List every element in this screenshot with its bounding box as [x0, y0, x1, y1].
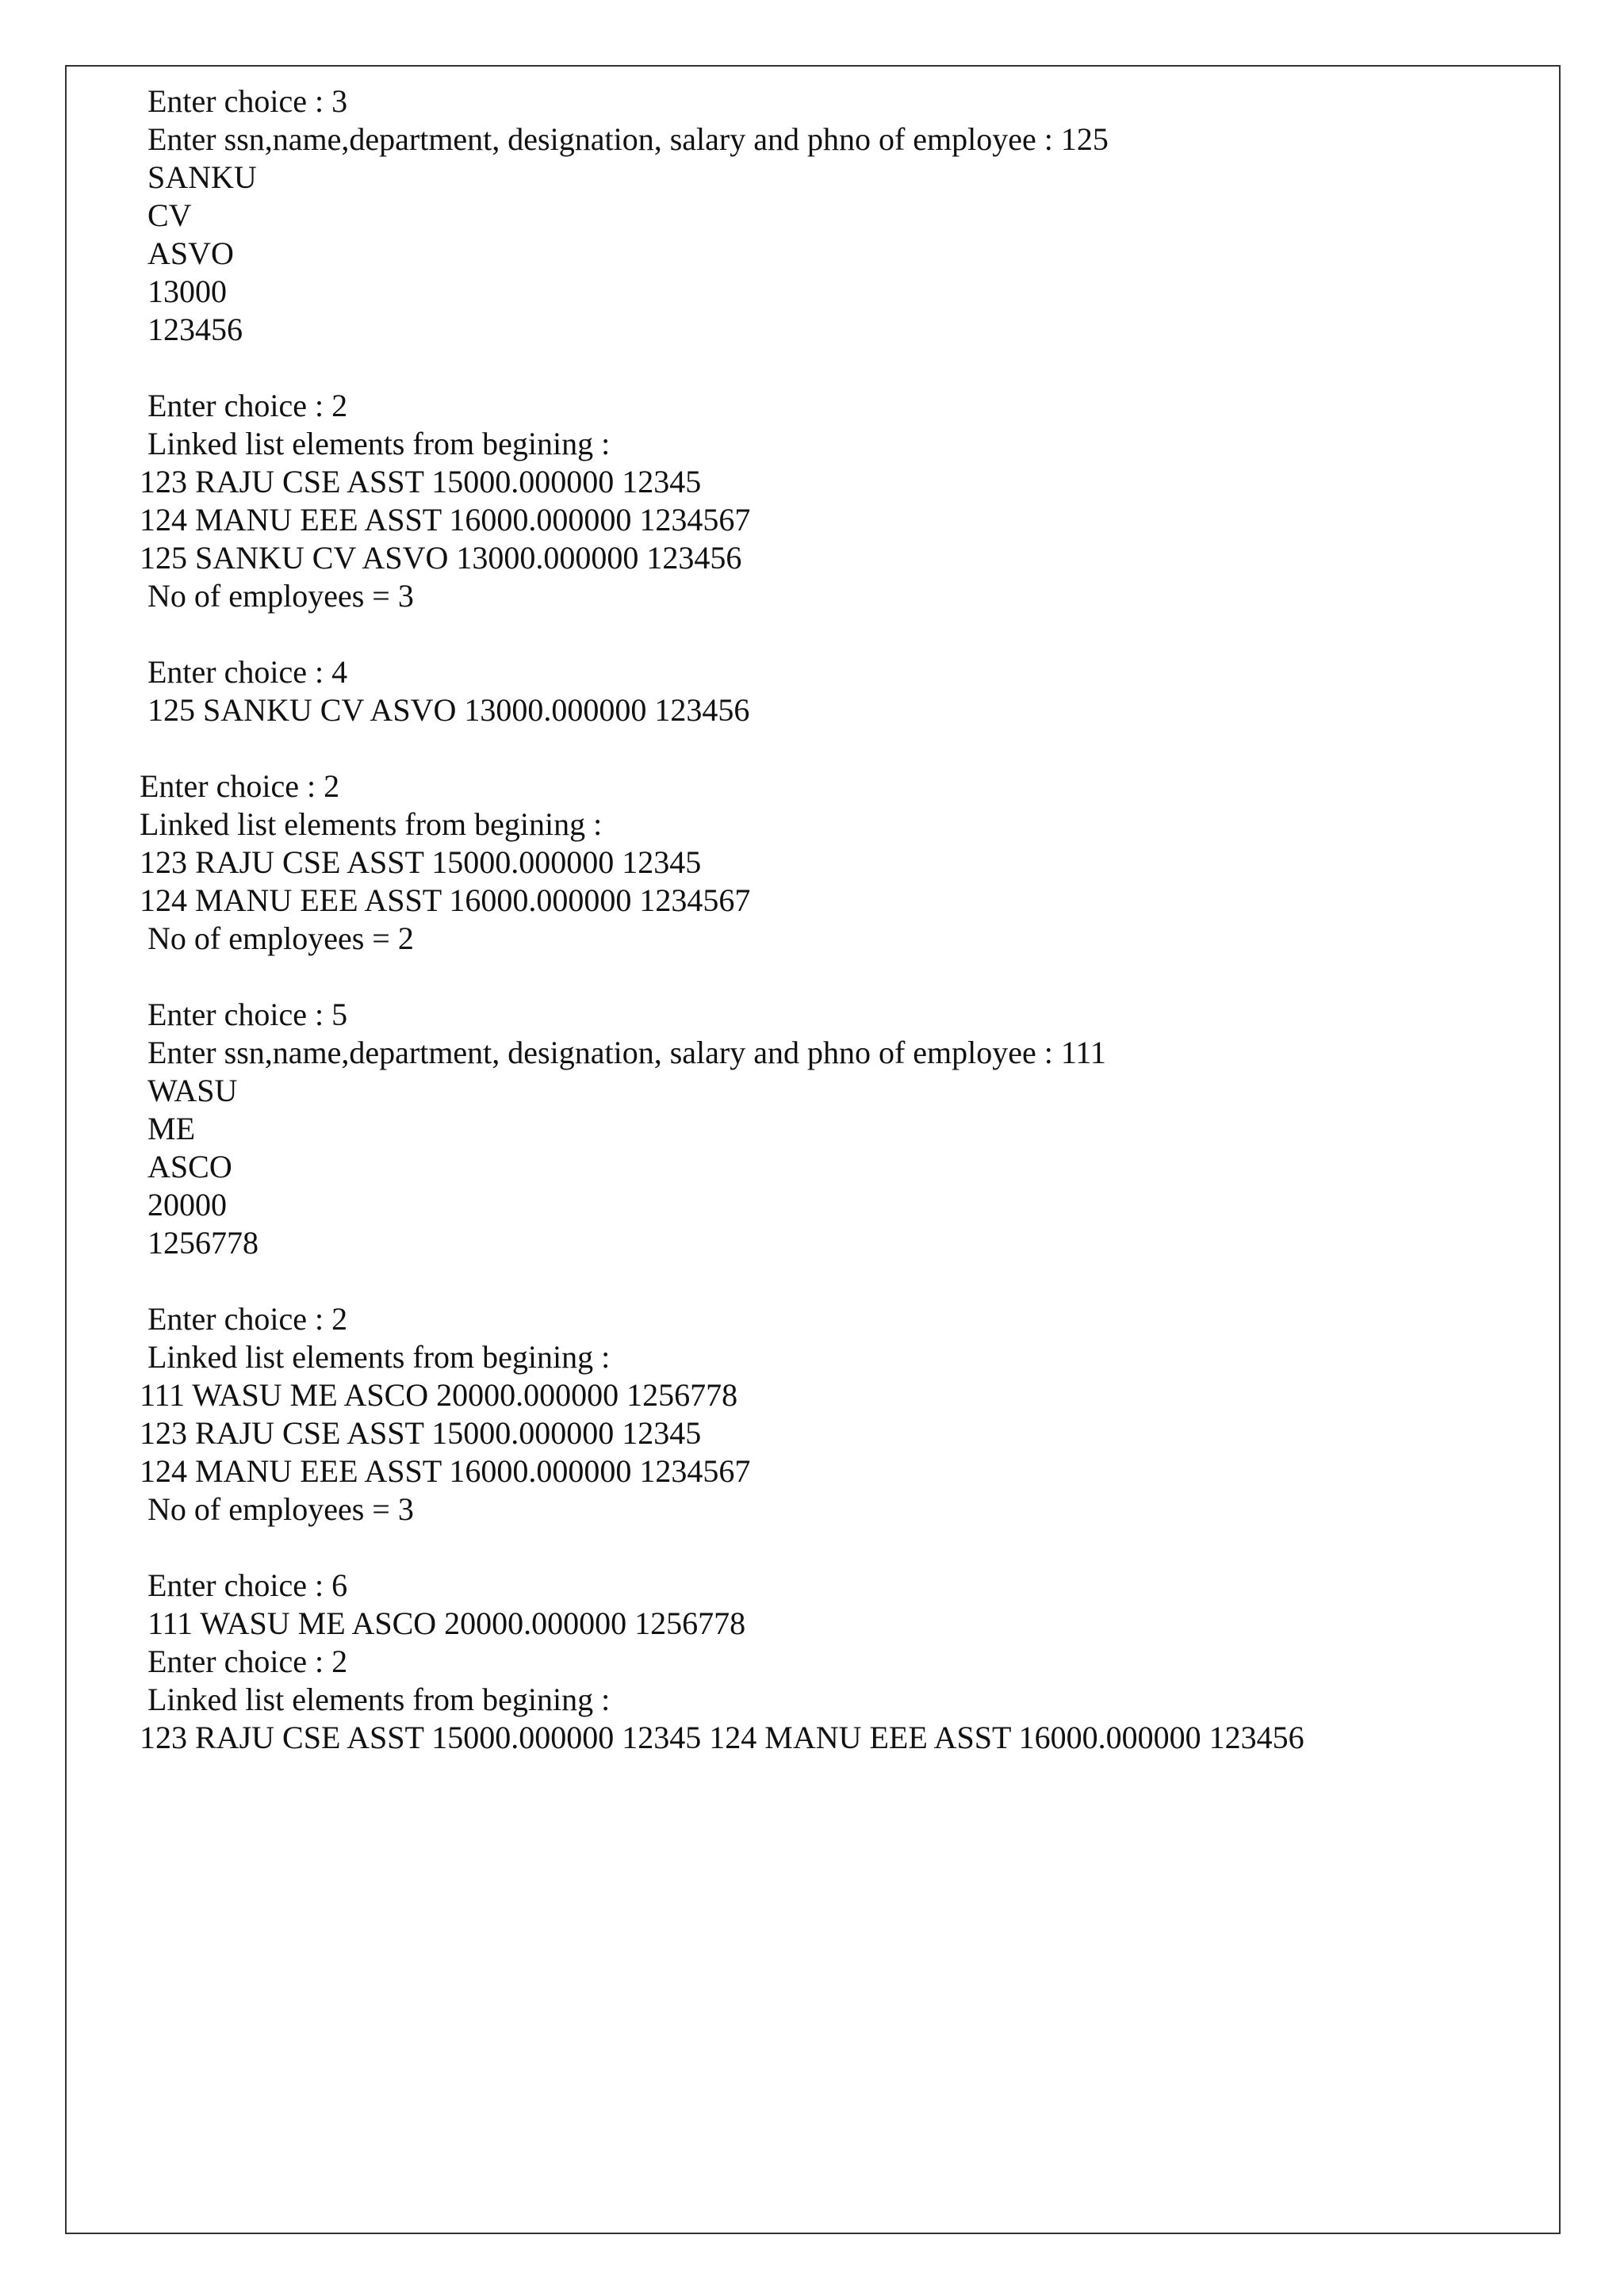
- output-line: 123456: [147, 312, 243, 347]
- output-line: 123 RAJU CSE ASST 15000.000000 12345: [140, 464, 702, 499]
- output-line: Enter choice : 2: [147, 1644, 348, 1679]
- output-line: 123 RAJU CSE ASST 15000.000000 12345: [140, 1415, 702, 1451]
- program-output: [140, 82, 1543, 1757]
- output-line: 111 WASU ME ASCO 20000.000000 1256778: [147, 1605, 746, 1641]
- output-line: No of employees = 3: [147, 1491, 414, 1527]
- output-line: Enter ssn,name,department, designation, salary and phno of employee : 111: [147, 1035, 1106, 1070]
- output-line: 124 MANU EEE ASST 16000.000000 1234567: [140, 882, 751, 918]
- output-line: 13000: [147, 274, 227, 309]
- output-line: Enter choice : 2: [140, 768, 340, 804]
- output-line: CV: [147, 197, 192, 233]
- blank-line: [147, 349, 1543, 387]
- output-line: 20000: [147, 1187, 227, 1223]
- output-line: ASCO: [147, 1149, 232, 1184]
- output-line: 125 SANKU CV ASVO 13000.000000 123456: [147, 692, 750, 728]
- output-line: Enter ssn,name,department, designation, salary and phno of employee : 125: [147, 121, 1109, 157]
- output-line: Enter choice : 4: [147, 654, 348, 690]
- output-line: 124 MANU EEE ASST 16000.000000 1234567: [140, 1453, 751, 1489]
- output-line: Enter choice : 6: [147, 1567, 348, 1603]
- output-line: No of employees = 2: [147, 920, 414, 956]
- output-line: ASVO: [147, 235, 234, 271]
- output-line: Enter choice : 3: [147, 83, 348, 119]
- blank-line: [147, 958, 1543, 996]
- blank-line: [147, 1529, 1543, 1567]
- output-line: Linked list elements from begining :: [147, 1339, 611, 1375]
- output-line: Enter choice : 5: [147, 997, 348, 1032]
- output-line: SANKU: [147, 159, 257, 195]
- output-line: Enter choice : 2: [147, 1301, 348, 1337]
- output-line: 124 MANU EEE ASST 16000.000000 1234567: [140, 502, 751, 538]
- output-line: ME: [147, 1111, 195, 1146]
- output-line: No of employees = 3: [147, 578, 414, 614]
- blank-line: [147, 615, 1543, 653]
- output-line: Linked list elements from begining :: [140, 806, 603, 842]
- output-line: WASU: [147, 1073, 238, 1108]
- blank-line: [147, 1262, 1543, 1300]
- output-line: 123 RAJU CSE ASST 15000.000000 12345 124 MANU EEE ASST 16000.000000 123456: [140, 1720, 1304, 1755]
- output-line: 123 RAJU CSE ASST 15000.000000 12345: [140, 844, 702, 880]
- output-line: 125 SANKU CV ASVO 13000.000000 123456: [140, 540, 742, 576]
- output-line: 111 WASU ME ASCO 20000.000000 1256778: [140, 1377, 738, 1413]
- output-line: Linked list elements from begining :: [147, 426, 611, 461]
- output-line: Enter choice : 2: [147, 388, 348, 423]
- blank-line: [147, 729, 1543, 767]
- output-line: 1256778: [147, 1225, 259, 1261]
- output-line: Linked list elements from begining :: [147, 1682, 611, 1717]
